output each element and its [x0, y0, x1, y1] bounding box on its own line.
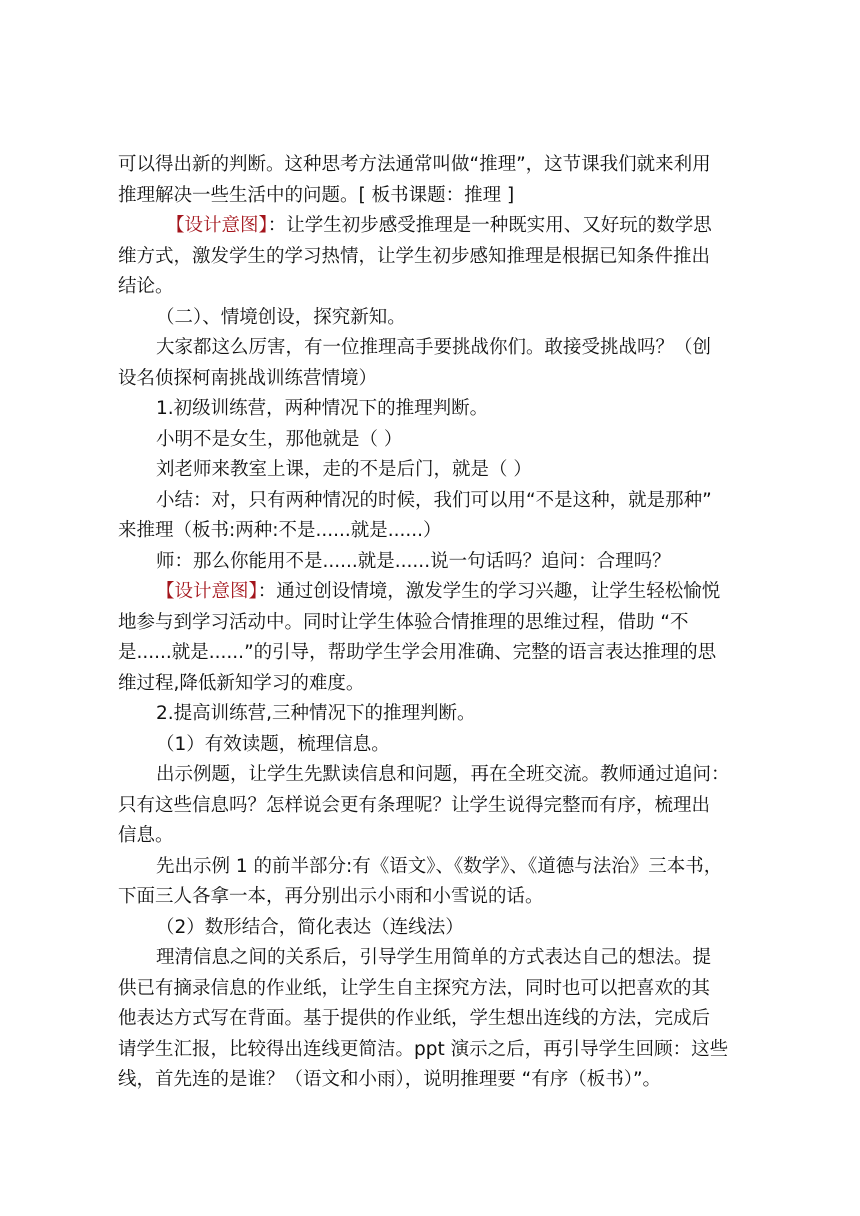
text-line: 理清信息之间的关系后，引导学生用简单的方式表达自己的想法。提 [156, 947, 712, 968]
text-line: 出示例题，让学生先默读信息和问题，再在全班交流。教师通过追问： [156, 764, 730, 785]
design-intent-label: 【设计意图】 [156, 581, 258, 602]
text-line: 小明不是女生，那他就是（ ） [156, 428, 403, 450]
text-line: 请学生汇报，比较得出连线更简洁。ppt 演示之后，再引导学生回顾：这些 [118, 1038, 729, 1060]
design-intent-label: 【设计意图】 [166, 215, 268, 236]
text-line: 小结：对，只有两种情况的时候，我们可以用“不是这种，就是那种” [156, 489, 712, 511]
text-line: 是......就是......”的引导，帮助学生学会用准确、完整的语言表达推理的思 [118, 642, 717, 663]
text-line: 2.提高训练营,三种情况下的推理判断。 [156, 703, 476, 724]
text-line: 下面三人各拿一本，再分别出示小雨和小雪说的话。 [118, 886, 544, 907]
document-page [118, 150, 758, 1096]
text-line: 刘老师来教室上课，走的不是后门，就是（ ） [156, 459, 532, 480]
text-line: 来推理（板书:两种:不是......就是......） [118, 520, 442, 541]
text-line: 推理解决一些生活中的问题。[ 板书课题：推理 ] [118, 184, 515, 206]
text-line: 地参与到学习活动中。同时让学生体验合情推理的思维过程，借助 “不 [118, 611, 689, 633]
text-line: 结论。 [118, 276, 174, 297]
text-line: 他表达方式写在背面。基于提供的作业纸，学生想出连线的方法，完成后 [118, 1008, 711, 1029]
text-line: 师：那么你能用不是......就是......说一句话吗？追问：合理吗？ [156, 550, 671, 572]
text-line: （1）有效读题，梳理信息。 [156, 733, 390, 755]
text-line: 信息。 [118, 825, 174, 846]
text-line: 线，首先连的是谁？（语文和小雨），说明推理要 “有序（板书）”。 [118, 1069, 662, 1090]
text-line: （2）数形结合，简化表达（连线法） [156, 916, 464, 938]
text-line: 先出示例 1 的前半部分:有《语文》、《数学》、《道德与法治》三本书， [156, 855, 723, 877]
text-line: 1.初级训练营，两种情况下的推理判断。 [156, 398, 489, 419]
line-text: ：通过创设情境，激发学生的学习兴趣，让学生轻松愉悦 [257, 581, 721, 602]
section-heading: （二）、情境创设，探究新知。 [156, 306, 406, 328]
text-line: 可以得出新的判断。这种思考方法通常叫做“推理”，这节课我们就来利用 [118, 154, 711, 175]
text-line: 大家都这么厉害，有一位推理高手要挑战你们。敢接受挑战吗？（创 [156, 337, 712, 358]
text-line [118, 211, 758, 242]
text-line: 设名侦探柯南挑战训练营情境） [118, 367, 378, 389]
text-line: 只有这些信息吗？怎样说会更有条理呢？让学生说得完整而有序，梳理出 [118, 794, 711, 816]
text-line [118, 577, 758, 608]
text-line: 维方式，激发学生的学习热情，让学生初步感知推理是根据已知条件推出 [118, 245, 711, 267]
line-text: ：让学生初步感受推理是一种既实用、又好玩的数学思 [267, 215, 712, 236]
text-line: 维过程,降低新知学习的难度。 [118, 672, 365, 694]
text-line: 供已有摘录信息的作业纸，让学生自主探究方法，同时也可以把喜欢的其 [118, 977, 711, 999]
